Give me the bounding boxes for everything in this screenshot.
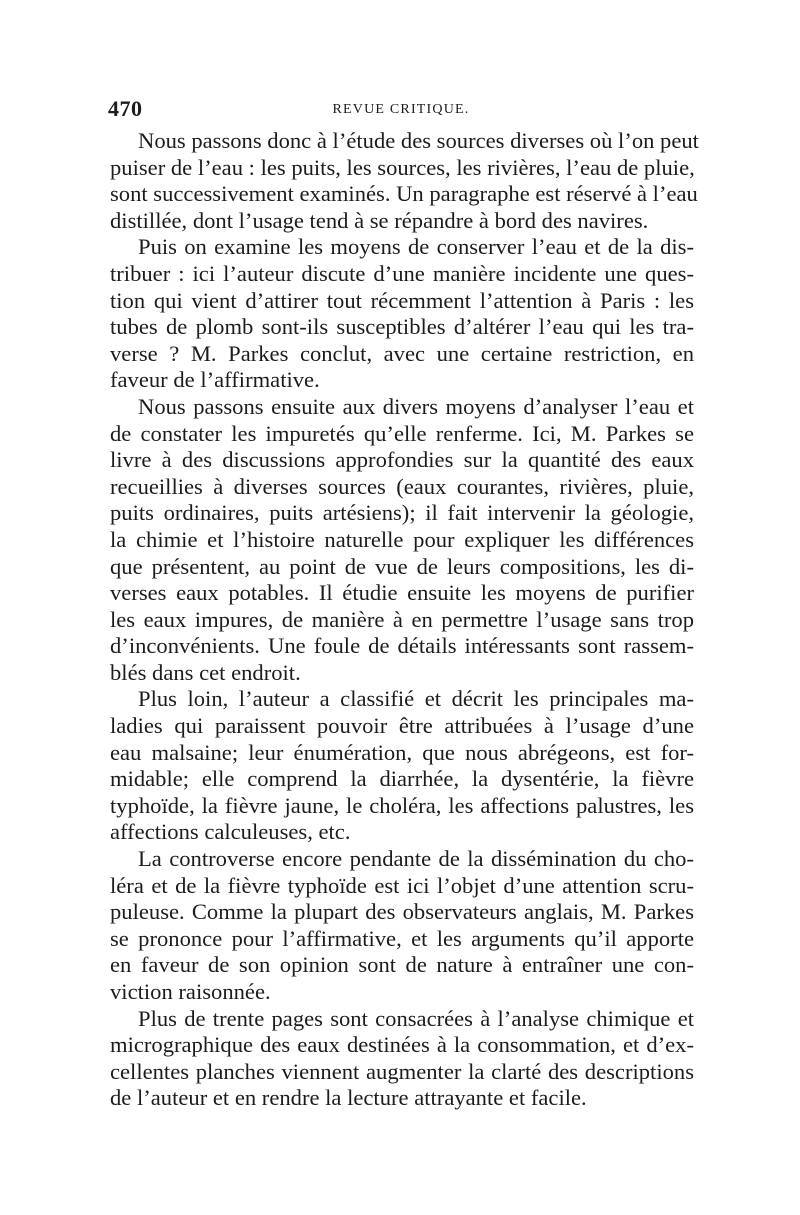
- paragraph: [110, 234, 694, 394]
- text-line: ladies qui paraissent pouvoir être attribuées à l’usage d’une: [110, 713, 694, 739]
- text-line: tubes de plomb sont-ils susceptibles d’altérer l’eau qui les tra-: [110, 314, 694, 340]
- paragraph: [110, 128, 699, 234]
- text-line: puleuse. Comme la plupart des observateurs anglais, M. Parkes: [110, 899, 694, 925]
- text-line: micrographique des eaux destinées à la consommation, et d’ex-: [110, 1032, 694, 1058]
- text-line: d’inconvénients. Une foule de détails intéressants sont rassem-: [110, 633, 694, 659]
- text-line: tribuer : ici l’auteur discute d’une manière incidente une ques-: [110, 260, 694, 286]
- body-text: [110, 128, 699, 1112]
- paragraph: [110, 846, 694, 1006]
- text-line: puits ordinaires, puits artésiens); il fait intervenir la géologie,: [110, 500, 694, 526]
- paragraph: [110, 394, 694, 687]
- text-line: en faveur de son opinion sont de nature à entraîner une con-: [110, 952, 694, 978]
- page-number: 470: [108, 96, 143, 121]
- text-line: typhoïde, la fièvre jaune, le choléra, les affections palustres, les: [110, 792, 694, 818]
- text-line: de constater les impuretés qu’elle renferme. Ici, M. Parkes se: [110, 420, 694, 446]
- text-line: viction raisonnée.: [110, 979, 271, 1004]
- text-line: sont successivement examinés. Un paragraphe est réservé à l’eau: [110, 181, 698, 207]
- paragraph: [110, 686, 694, 846]
- text-line: Puis on examine les moyens de conserver l’eau et de la dis-: [138, 234, 694, 260]
- text-line: Plus loin, l’auteur a classifié et décrit les principales ma-: [138, 686, 694, 712]
- text-line: Plus de trente pages sont consacrées à l’analyse chimique et: [138, 1005, 694, 1031]
- running-head: [108, 96, 694, 126]
- paragraph: [110, 1006, 694, 1112]
- text-line: midable; elle comprend la diarrhée, la dysentérie, la fièvre: [110, 766, 694, 792]
- text-line: livre à des discussions approfondies sur la quantité des eaux: [110, 447, 694, 473]
- text-line: La controverse encore pendante de la dissémination du cho-: [138, 846, 694, 872]
- text-line: que présentent, au point de vue de leurs compositions, les di-: [110, 553, 694, 579]
- text-line: de l’auteur et en rendre la lecture attrayante et facile.: [110, 1085, 587, 1111]
- text-line: affections calculeuses, etc.: [110, 819, 351, 845]
- text-line: verses eaux potables. Il étudie ensuite les moyens de purifier: [110, 580, 694, 606]
- text-line: eau malsaine; leur énumération, que nous abrégeons, est for-: [110, 739, 694, 765]
- text-line: distillée, dont l’usage tend à se répandre à bord des navires.: [110, 207, 649, 233]
- text-line: léra et de la fièvre typhoïde est ici l’objet d’une attention scru-: [110, 872, 694, 898]
- text-line: puiser de l’eau : les puits, les sources, les rivières, l’eau de pluie,: [110, 154, 695, 180]
- text-line: Nous passons donc à l’étude des sources diverses où l’on peut: [138, 128, 699, 153]
- text-line: Nous passons ensuite aux divers moyens d’analyser l’eau et: [138, 393, 694, 419]
- text-line: cellentes planches viennent augmenter la clarté des descriptions: [110, 1058, 694, 1084]
- text-line: verse ? M. Parkes conclut, avec une certaine restriction, en: [110, 340, 694, 366]
- text-line: recueillies à diverses sources (eaux courantes, rivières, pluie,: [110, 473, 694, 499]
- text-line: la chimie et l’histoire naturelle pour expliquer les différences: [110, 526, 694, 552]
- text-line: les eaux impures, de manière à en permettre l’usage sans trop: [110, 606, 694, 632]
- text-line: se prononce pour l’affirmative, et les arguments qu’il apporte: [110, 925, 694, 951]
- text-line: blés dans cet endroit.: [110, 659, 301, 685]
- journal-title: REVUE CRITIQUE.: [332, 102, 470, 117]
- text-line: tion qui vient d’attirer tout récemment l’attention à Paris : les: [110, 287, 694, 313]
- text-line: faveur de l’affirmative.: [110, 367, 320, 393]
